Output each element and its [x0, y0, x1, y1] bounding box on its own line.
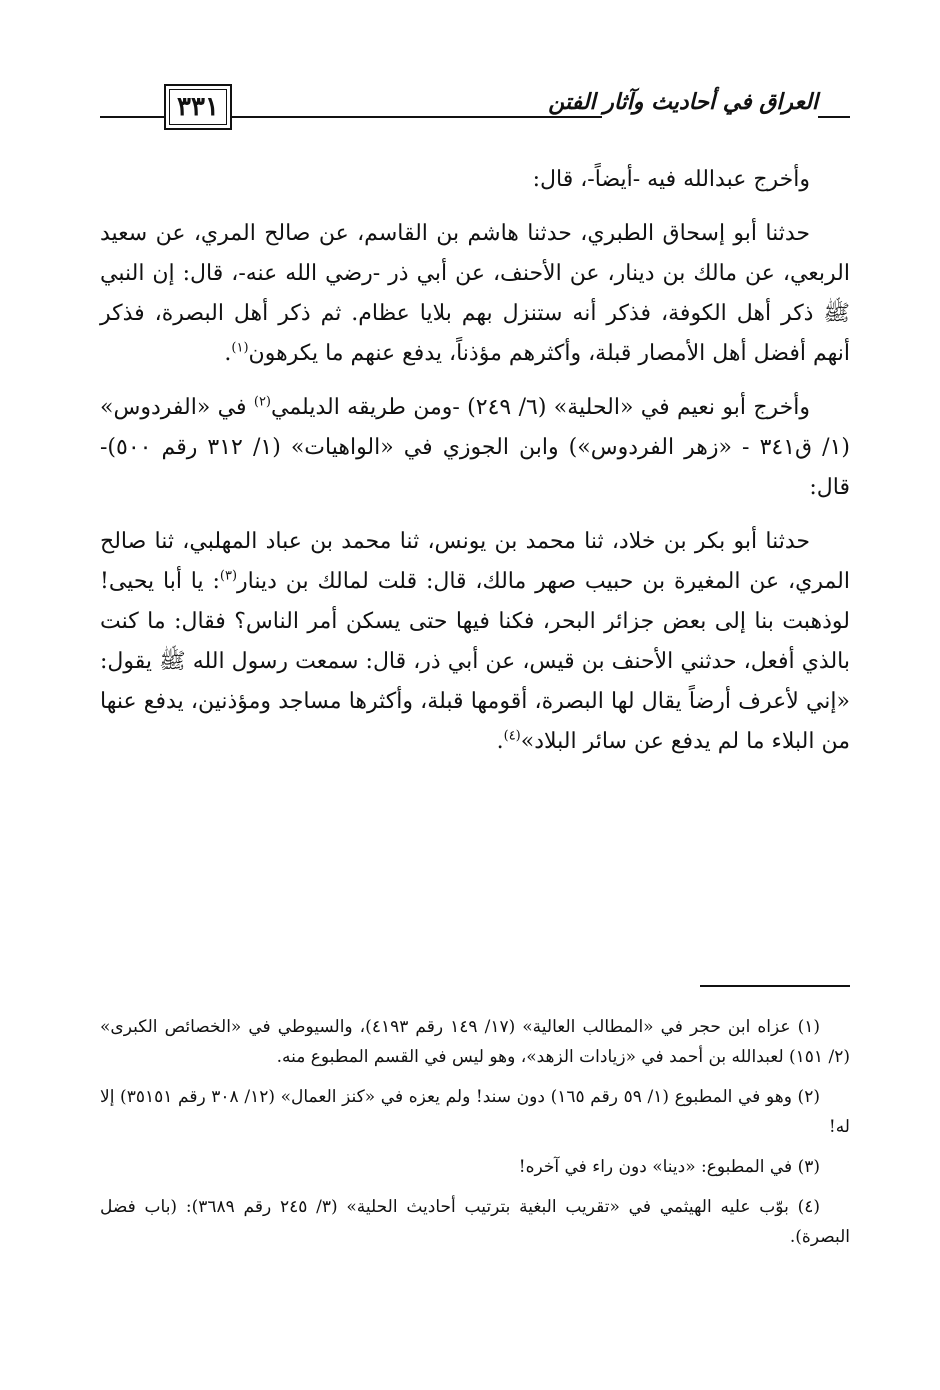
page-number: ٣٣١	[169, 89, 227, 125]
paragraph-1: وأخرج عبدالله فيه -أيضاً-، قال:	[532, 167, 810, 192]
footnote-3: (٣) في المطبوع: «دينا» دون راء في آخره!	[518, 1157, 820, 1177]
paragraph-2: حدثنا أبو إسحاق الطبري، حدثنا هاشم بن القاسم، عن صالح المري، عن سعيد الربعي، عن مالك بن دينار، عن الأحنف، عن أبي ذر -رضي الله عنه-، قال: إن النبي ﷺ ذكر أهل الكوفة، فذكر أنه ستنزل بهم بلايا عظام. ثم ذكر أهل البصرة، فذكر أنهم أفضل أهل الأمصار قبلة، وأكثرهم مؤذناً، يدفع عنهم ما يكرهون$^{(١)}$.	[100, 221, 850, 366]
main-text	[100, 160, 850, 776]
page-number-frame	[164, 84, 232, 130]
header-rule-middle	[232, 116, 602, 118]
footnote-2: (٢) وهو في المطبوع (١/ ٥٩ رقم ١٦٥) دون سند! ولم يعزه في «كنز العمال» (١٢/ ٣٠٨ رقم ٣٥١٥١) إلا له!	[100, 1087, 850, 1137]
footnotes	[100, 1012, 850, 1262]
footnote-ref-1[interactable]: (١)	[231, 340, 249, 356]
footnote-ref-4[interactable]: (٤)	[503, 728, 521, 744]
footnote-ref-2[interactable]: (٢)	[253, 394, 271, 410]
book-title: العراق في أحاديث وآثار الفتن	[548, 89, 818, 115]
header-rule-left	[100, 116, 164, 118]
header-rule-right	[818, 116, 850, 118]
footnote-ref-3[interactable]: (٣)	[219, 568, 238, 584]
footnote-1: (١) عزاه ابن حجر في «المطالب العالية» (١٧/ ١٤٩ رقم ٤١٩٣)، والسيوطي في «الخصائص الكبرى» (٢/ ١٥١) لعبدالله بن أحمد في «زيادات الزهد»، وهو ليس في القسم المطبوع منه.	[100, 1017, 850, 1067]
paragraph-3: وأخرج أبو نعيم في «الحلية» (٦/ ٢٤٩) -ومن طريقه الديلمي$^{(٢)}$ في «الفردوس» (١/ ق٣٤١ - «زهر الفردوس») وابن الجوزي في «الواهيات» (١/ ٣١٢ رقم ٥٠٠)- قال:	[100, 394, 850, 500]
footnote-separator	[700, 985, 850, 987]
paragraph-4: حدثنا أبو بكر بن خلاد، ثنا محمد بن يونس، ثنا محمد بن عباد المهلبي، ثنا صالح المري، عن المغيرة بن حبيب صهر مالك، قال: قلت لمالك بن دينار$^{(٣)}$: يا أبا يحيى! لوذهبت بنا إلى بعض جزائر البحر، فكنا فيها حتى يسكن أمر الناس؟ فقال: ما كنت بالذي أفعل، حدثني الأحنف بن قيس، عن أبي ذر، قال: سمعت رسول الله ﷺ يقول: «إني لأعرف أرضاً يقال لها البصرة، أقومها قبلة، وأكثرها مساجد ومؤذنين، يدفع عنها من البلاء ما لم يدفع عن سائر البلاد»$^{(٤)}$.	[100, 529, 850, 754]
footnote-4: (٤) بوّب عليه الهيثمي في «تقريب البغية بترتيب أحاديث الحلية» (٣/ ٢٤٥ رقم ٣٦٨٩): (باب فضل البصرة).	[100, 1197, 850, 1247]
running-header	[100, 78, 850, 138]
